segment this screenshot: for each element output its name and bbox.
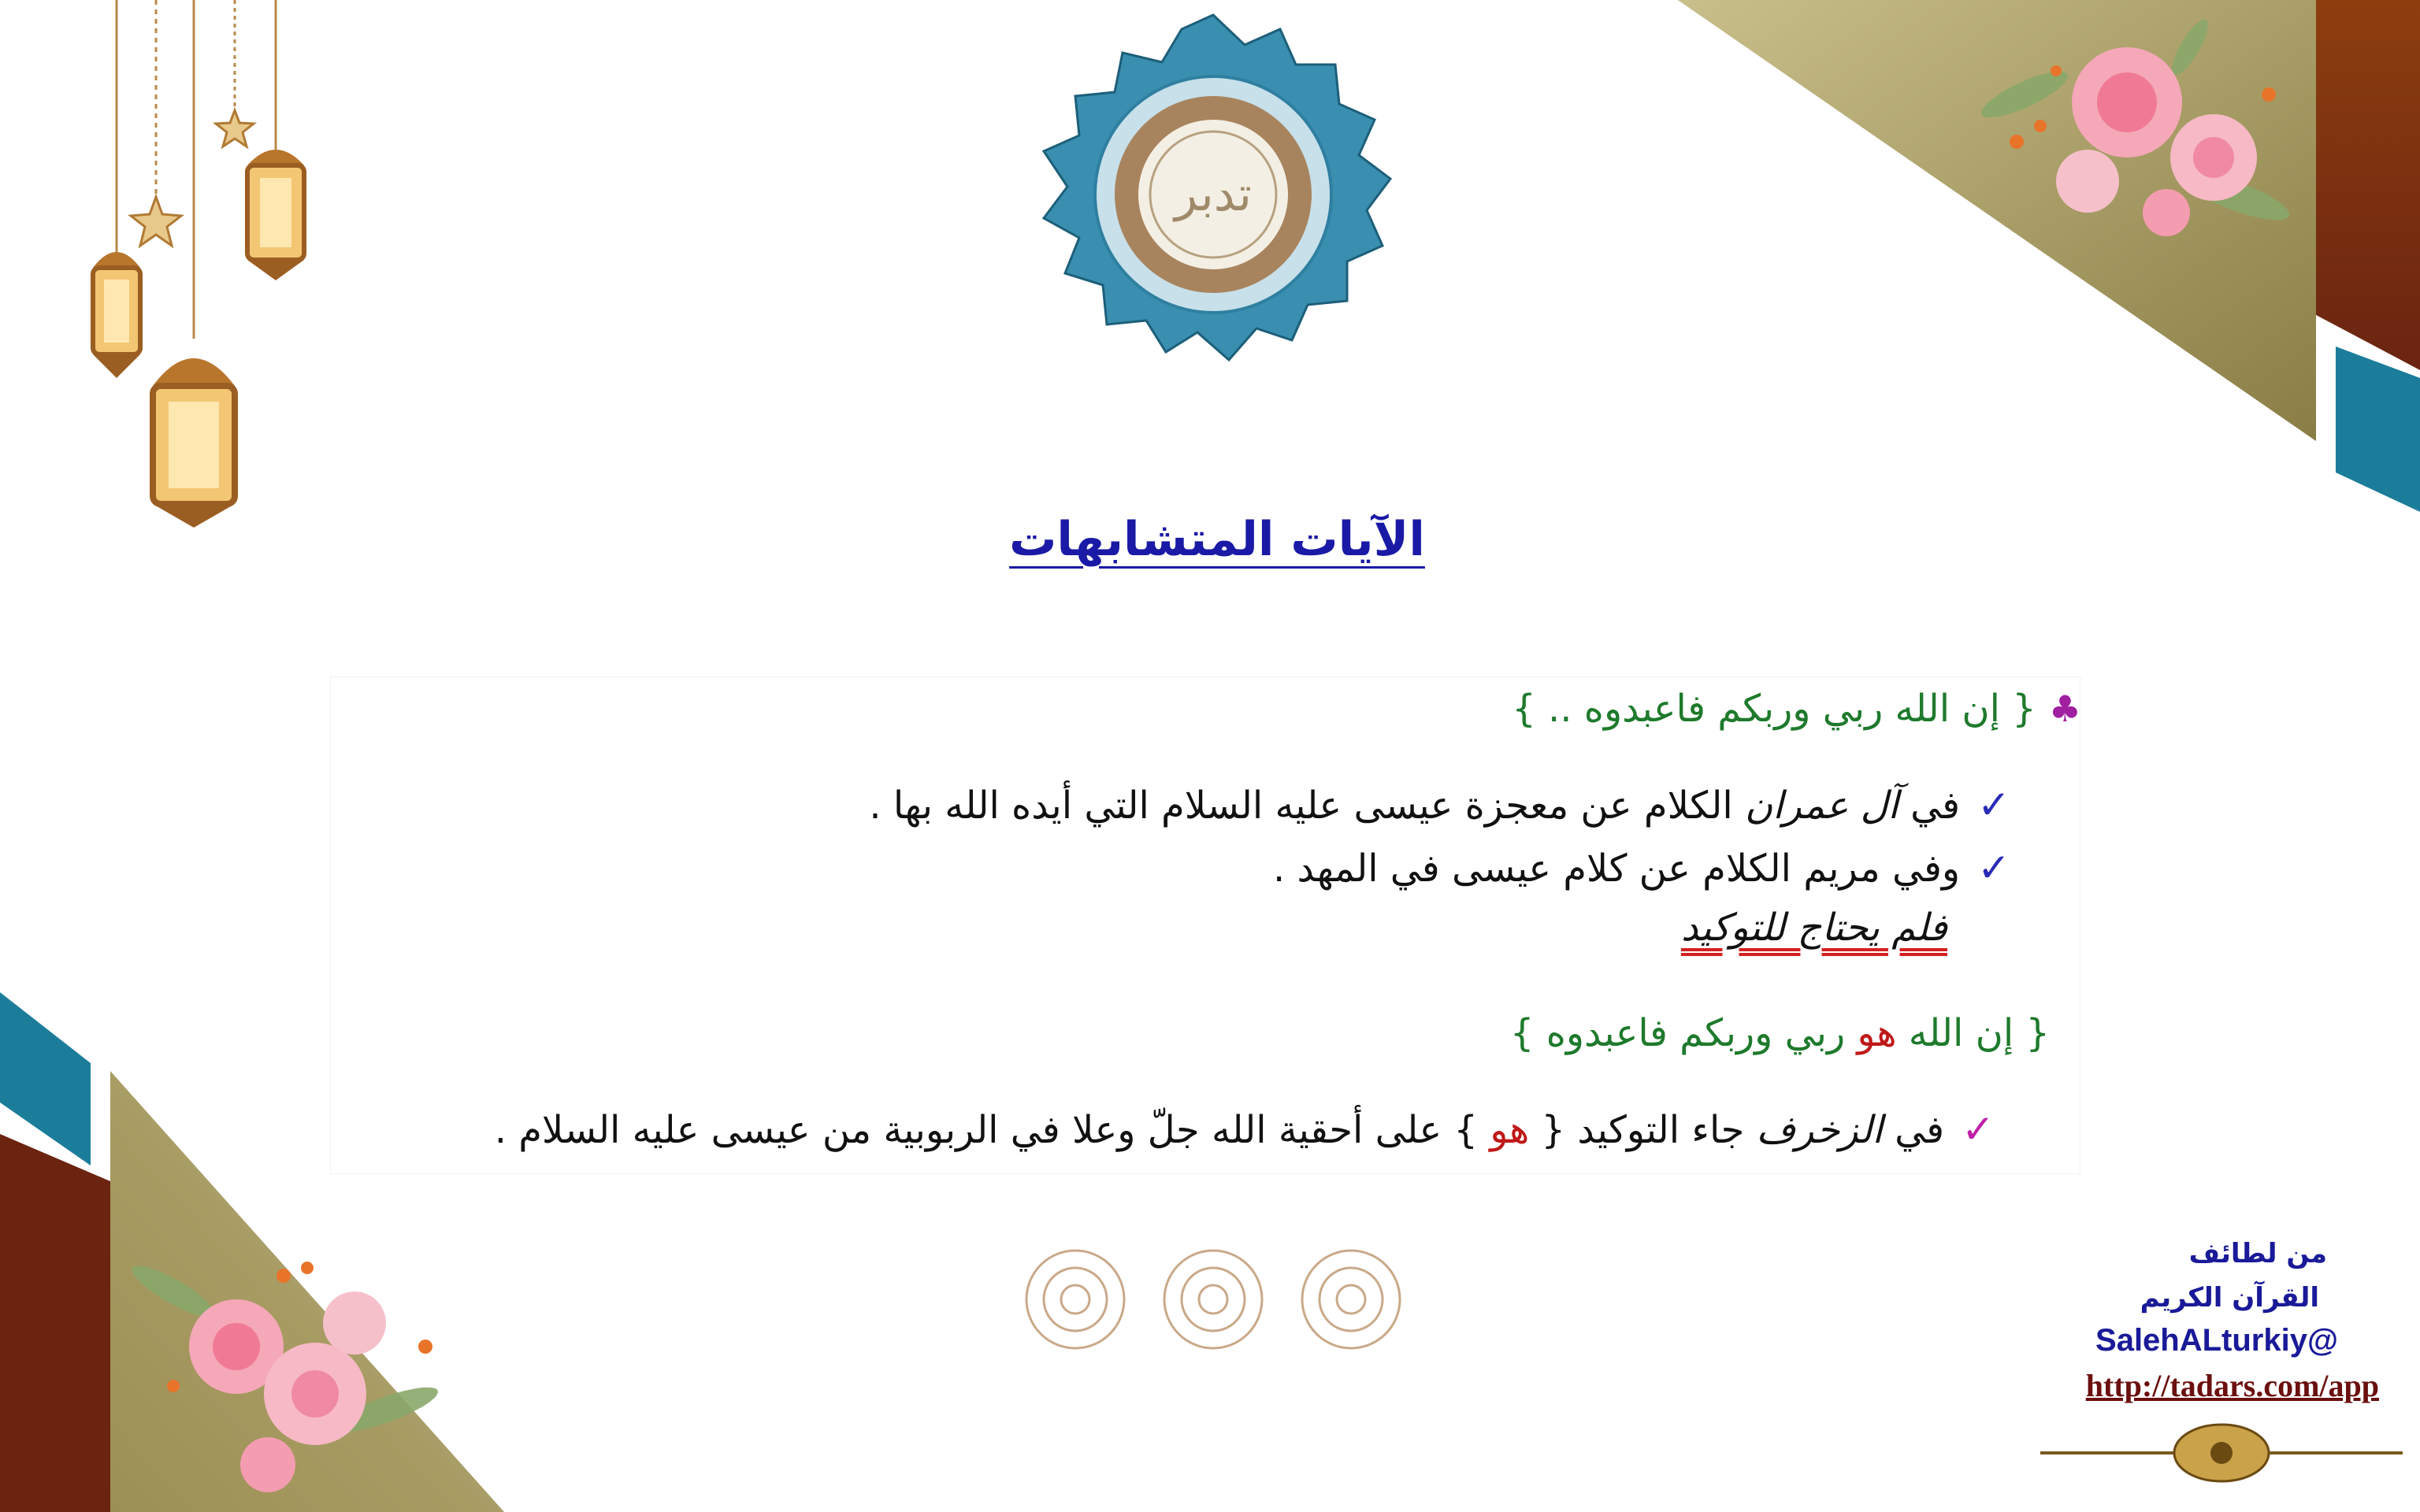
credit-line1: من لطائف — [2188, 1238, 2327, 1269]
quran-emblem-logo — [1024, 9, 1402, 380]
app-link[interactable]: http://tadars.com/app — [2085, 1368, 2379, 1403]
page-title: الآيات المتشابهات — [1009, 512, 1425, 567]
lanterns-decor — [71, 0, 331, 536]
rosette-decor — [1016, 1244, 1410, 1354]
club-icon: ♣ — [2048, 687, 2081, 730]
flowers-top-decor — [1954, 0, 2316, 284]
verse-heading-2: { إن الله هو ربي وربكم فاعبدوه } — [1509, 1011, 2050, 1055]
check-icon: ✓ — [1977, 782, 2010, 828]
list-item: ✓في آل عمران الكلام عن معجزة عيسى عليه السلام التي أيده الله بها . — [869, 782, 2010, 828]
svg-text:تدبر: تدبر — [1175, 167, 1252, 222]
list-item: ✓في الزخرف جاء التوكيد { هو } على أحقية الله جلّ وعلا في الربوبية من عيسى عليه السلام . — [494, 1106, 1995, 1152]
note-text: فلم يحتاج للتوكيد — [1680, 906, 1947, 950]
twitter-handle[interactable]: @SalehALturkiy — [2095, 1323, 2338, 1358]
check-icon: ✓ — [1962, 1106, 1995, 1152]
verse-heading-1: ♣{ إن الله ربي وربكم فاعبدوه .. } — [1512, 687, 2081, 731]
list-item: ✓وفي مريم الكلام عن كلام عيسى في المهد . — [1272, 845, 2010, 891]
ornament-divider — [2040, 1418, 2403, 1488]
flowers-bottom-decor — [126, 1228, 488, 1512]
check-icon: ✓ — [1977, 845, 2010, 891]
credit-line2: القرآن الكريم — [2140, 1282, 2319, 1314]
